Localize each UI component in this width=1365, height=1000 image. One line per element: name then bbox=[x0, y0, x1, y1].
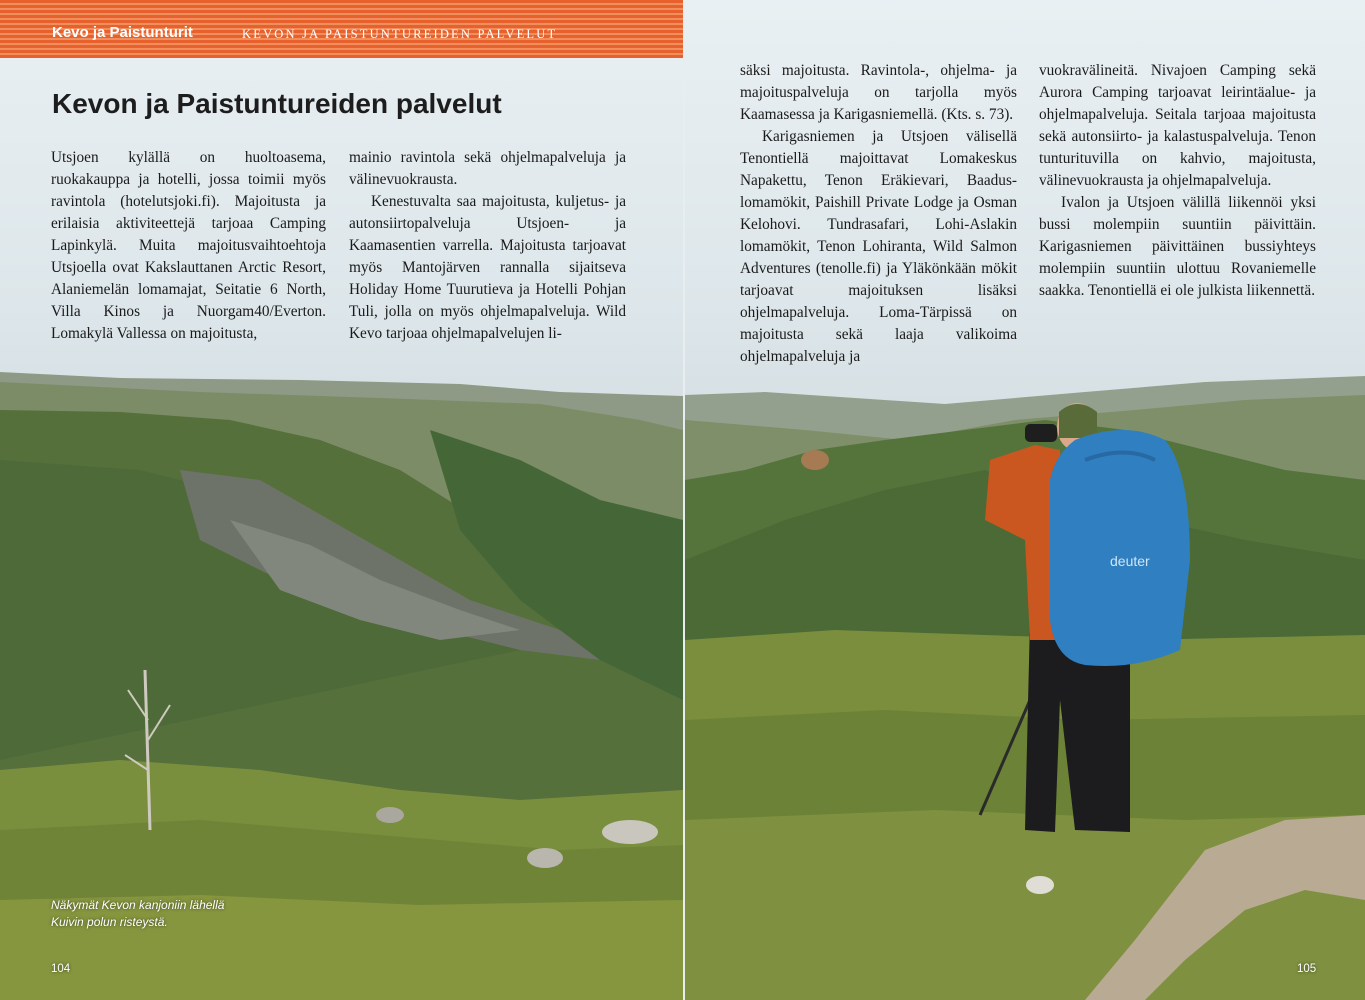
right-page bbox=[685, 0, 1365, 1000]
photo-caption bbox=[51, 897, 291, 931]
text-column-3 bbox=[740, 60, 1017, 368]
section-title: KEVON JA PAISTUNTUREIDEN PALVELUT bbox=[242, 27, 558, 41]
paragraph: Utsjoen kylällä on huoltoasema, ruokakauppa ja hotelli, jossa toimii myös ravintola (hotelutsjoki.fi). Majoitusta ja erilaisia aktiviteettejä tarjoaa Camping Lapinkylä. Muita majoitusvaihtoehtoja Utsjoella ovat Kakslauttanen Arctic Resort, Alaniemelän lomamajat, Seitatie 6 North, Villa Kinos ja Nuorgam40/Everton. Lomakylä Vallessa on majoitusta, bbox=[51, 149, 326, 342]
paragraph: Karigasniemen ja Utsjoen välisellä Tenontiellä majoittavat Lomakeskus Napakettu, Tenon Eräkievari, Baadus-lomamökit, Paishill Private Lodge ja Osman Kelohovi. Tundrasafari, Lohi-Aslakin lomamökit, Tenon Lohiranta, Wild Salmon Adventures (tenolle.fi) ja Yläkönkään mökit tarjoavat majoituksen lisäksi ohjelmapalveluja. Loma-Tärpissä on majoitusta sekä laaja valikoima ohjelmapalveluja ja bbox=[740, 128, 1017, 365]
page-number-left: 104 bbox=[51, 963, 71, 975]
caption-line: Näkymät Kevon kanjoniin lähellä bbox=[51, 898, 225, 912]
text-column-4 bbox=[1039, 60, 1316, 302]
caption-line: Kuivin polun risteystä. bbox=[51, 915, 168, 929]
paragraph: mainio ravintola sekä ohjelmapalveluja ja välinevuokrausta. bbox=[349, 149, 626, 188]
text-column-2 bbox=[349, 147, 626, 345]
text-column-1 bbox=[51, 147, 326, 345]
page-headline: Kevon ja Paistuntureiden palvelut bbox=[52, 88, 502, 119]
paragraph: vuokravälineitä. Nivajoen Camping sekä Aurora Camping tarjoavat leirintäalue- ja ohjelmapalveluja. Seitala tarjoaa majoitusta sekä autonsiirto- ja kalastuspalveluja. Tenon tunturituvilla on kahvio, majoitusta, välinevuokrausta ja ohjelmapalveluja. bbox=[1039, 62, 1316, 189]
page-number-right: 105 bbox=[1297, 963, 1317, 975]
chapter-title: Kevo ja Paistunturit bbox=[52, 24, 193, 41]
paragraph: Ivalon ja Utsjoen välillä liikennöi yksi bussi molempiin suuntiin päivittäin. Karigasniemen päivittäinen bussiyhteys molempiin suuntiin ulottuu Rovaniemelle saakka. Tenontiellä ei ole julkista liikennettä. bbox=[1039, 194, 1316, 299]
backpack-logo: deuter bbox=[1110, 553, 1150, 569]
paragraph: Kenestuvalta saa majoitusta, kuljetus- ja autonsiirtopalveluja Utsjoen- ja Kaamasentien varrella. Majoitusta tarjoavat myös Mantojärven rannalla sijaitseva Holiday Home Tuurutieva ja Hotelli Pohjan Tuli, jolla on myös ohjelmapalveluja. Wild Kevo tarjoaa ohjelmapalvelujen li- bbox=[349, 193, 626, 342]
paragraph: säksi majoitusta. Ravintola-, ohjelma- ja majoituspalveluja on tarjolla myös Kaamasessa ja Karigasniemellä. (Kts. s. 73). bbox=[740, 62, 1017, 123]
